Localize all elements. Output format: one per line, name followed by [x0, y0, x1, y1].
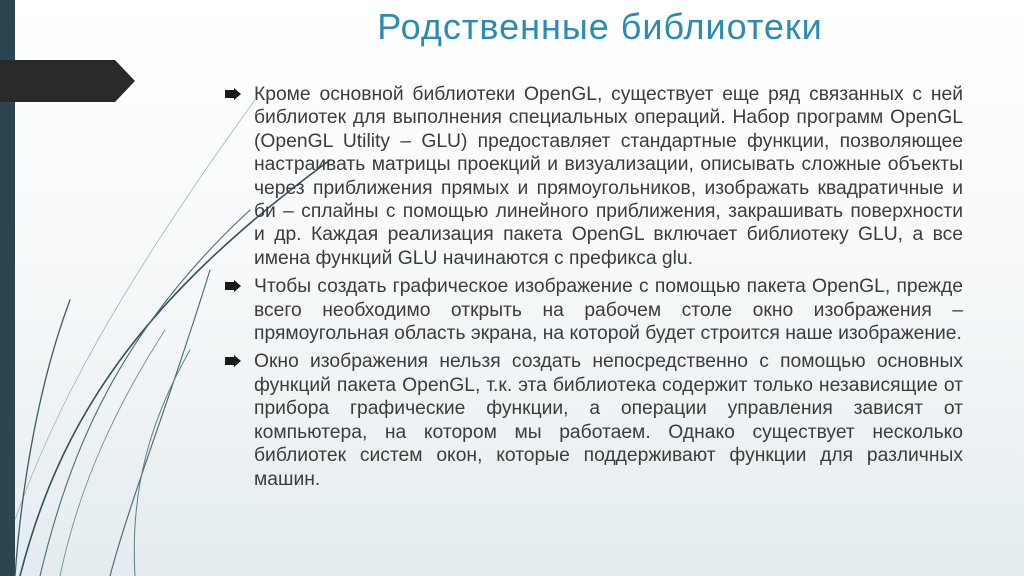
arrow-bullet-icon: [225, 88, 241, 100]
bullet-text: Кроме основной библиотеки OpenGL, существует еще ряд связанных с ней библиотек для выполнения специальных операций. Набор программ OpenGL (OpenGL Utility – GLU) предоставляет стандартные функции, позволяющее настраивать матрицы проекций и визуализации, описывать сложные объекты через приближения прямых и прямоугольников, изображать квадратичные и би – сплайны с помощью линейного приближения, закрашивать поверхности и др. Каждая реализация пакета OpenGL включает библиотеку GLU, а все имена функций GLU начинаются с префикса glu.: [254, 84, 963, 269]
bullet-item: [223, 83, 963, 270]
slide-title: Родственные библиотеки: [377, 6, 823, 47]
bullet-text: Окно изображения нельзя создать непосредственно с помощью основных функций пакета OpenGL, т.к. эта библиотека содержит только независящие от прибора графические функции, а операции управления зависят от компьютера, на котором мы работаем. Однако существует несколько библиотек систем окон, которые поддерживают функции для различных машин.: [254, 351, 963, 490]
arrow-bullet-icon: [225, 280, 241, 292]
bullet-item: [223, 350, 963, 490]
arrow-bullet-icon: [225, 355, 241, 367]
bullet-text: Чтобы создать графическое изображение с помощью пакета OpenGL, прежде всего необходимо открыть на рабочем столе окно изображения – прямоугольная область экрана, на которой будет строится наше изображение.: [254, 276, 963, 345]
bullet-list: [223, 83, 963, 496]
bullet-item: [223, 275, 963, 345]
black-arrow-tab: [0, 60, 135, 102]
